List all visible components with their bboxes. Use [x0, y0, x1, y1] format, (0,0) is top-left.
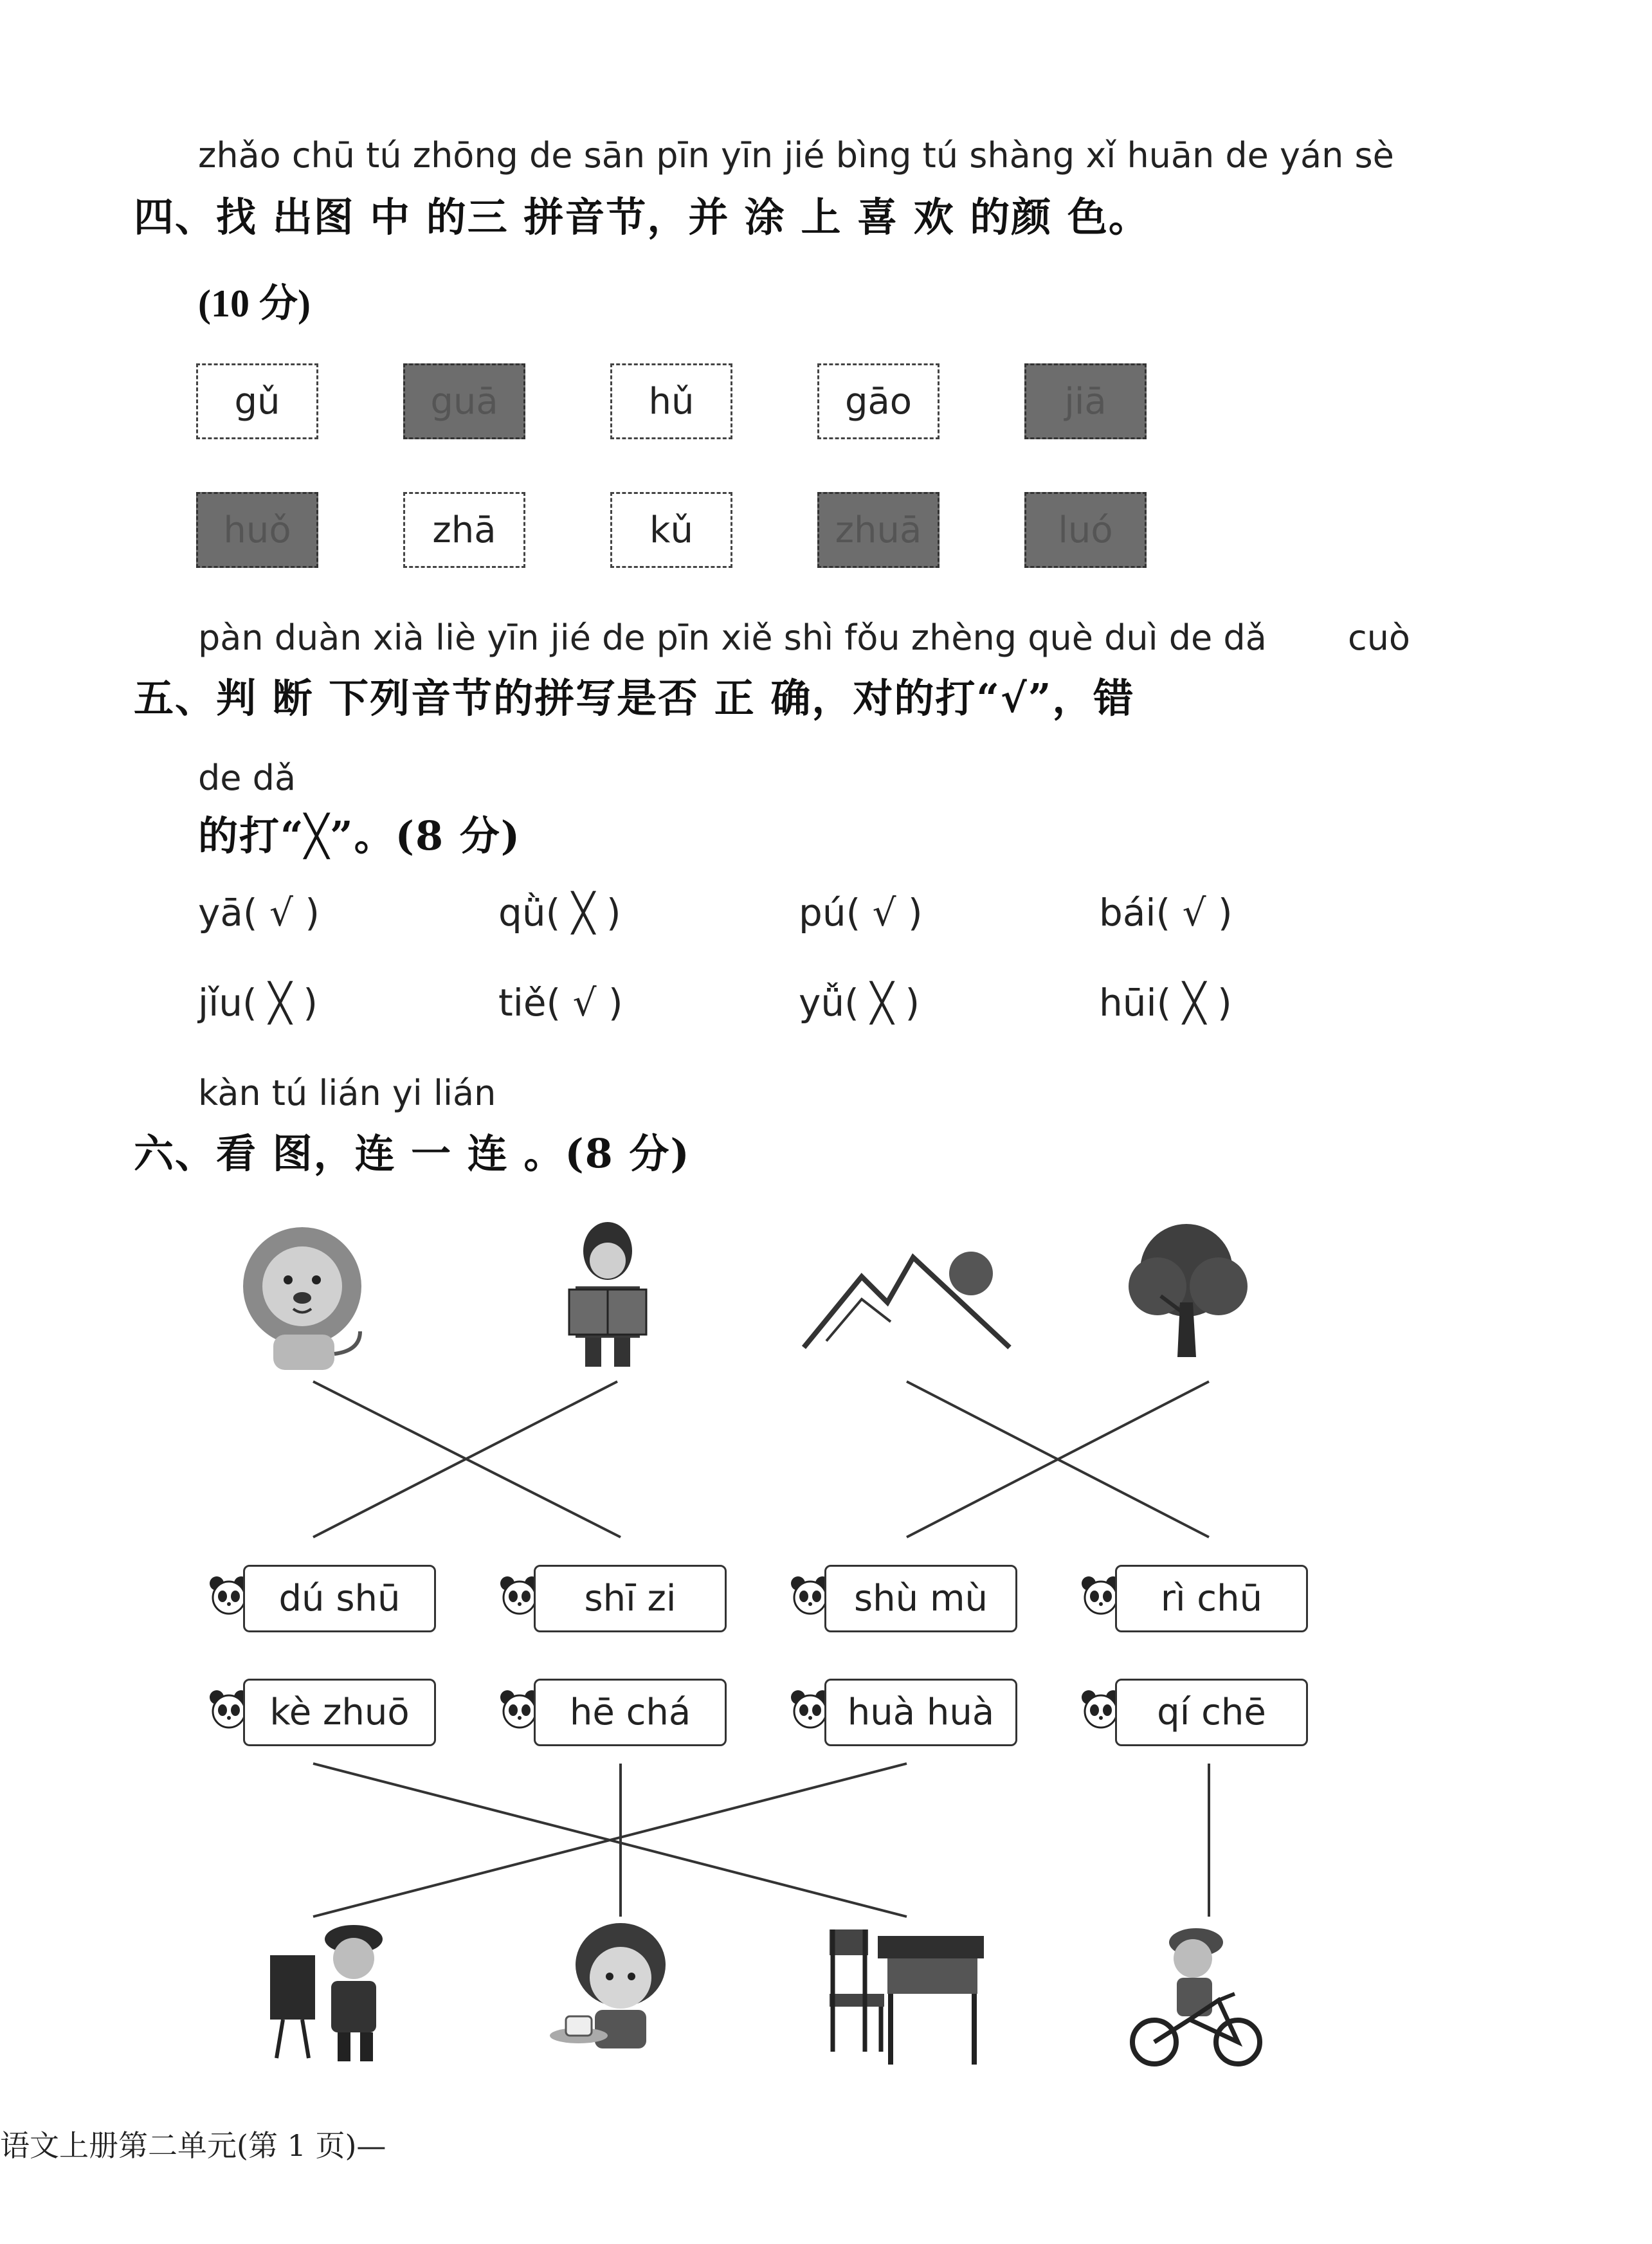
close-paren: ) — [291, 981, 318, 1025]
q5-pinyin-line1: pàn duàn xià liè yīn jié de pīn xiě shì fǒu zhèng què duì de dǎ — [198, 617, 1267, 658]
answer-mark[interactable]: ╳ — [572, 891, 595, 935]
q4-score: (10 分) — [198, 282, 311, 325]
answer-mark[interactable]: √ — [269, 891, 293, 935]
judge-syllable: tiě — [498, 981, 547, 1025]
syllable-box[interactable]: kǔ — [610, 492, 732, 568]
word-card[interactable]: rì chū — [1115, 1565, 1308, 1632]
close-paren: ) — [1206, 891, 1233, 935]
answer-mark[interactable]: √ — [1182, 891, 1206, 935]
word-card[interactable]: qí chē — [1115, 1679, 1308, 1746]
judge-syllable: yā — [198, 891, 243, 935]
answer-mark[interactable]: ╳ — [871, 981, 894, 1025]
judge-syllable: pú — [799, 891, 846, 935]
open-paren: ( — [545, 891, 572, 935]
close-paren: ) — [893, 981, 920, 1025]
open-paren: ( — [1156, 891, 1183, 935]
word-card[interactable]: dú shū — [243, 1565, 436, 1632]
desk-and-chair-picture — [823, 1923, 990, 2071]
syllable-box[interactable]: gǔ — [196, 363, 318, 439]
page-footer: 语文上册第二单元(第 1 页)— — [0, 2128, 386, 2163]
open-paren: ( — [1156, 981, 1183, 1025]
judge-syllable: jǐu — [198, 981, 242, 1025]
answer-mark[interactable]: √ — [572, 981, 597, 1025]
syllable-box[interactable]: luó — [1024, 492, 1147, 568]
q5-pinyin-line1-end: cuò — [1348, 617, 1410, 658]
painting-child-picture — [264, 1920, 399, 2068]
judge-syllable: qǜ — [498, 891, 546, 935]
word-card[interactable]: huà huà — [824, 1679, 1017, 1746]
close-paren: ) — [594, 891, 621, 935]
syllable-box[interactable]: zhuā — [817, 492, 939, 568]
word-card[interactable]: shī zi — [534, 1565, 727, 1632]
syllable-box[interactable]: guā — [403, 363, 525, 439]
q4-title: 四、找 出图 中 的三 拼音节，并 涂 上 喜 欢 的颜 色。 — [134, 194, 1150, 241]
q4-pinyin: zhǎo chū tú zhōng de sān pīn yīn jié bìng tú shàng xǐ huān de yán sè — [198, 135, 1394, 176]
word-card[interactable]: hē chá — [534, 1679, 727, 1746]
syllable-box[interactable]: gāo — [817, 363, 939, 439]
syllable-box[interactable]: zhā — [403, 492, 525, 568]
open-paren: ( — [844, 981, 871, 1025]
judge-syllable: bái — [1099, 891, 1156, 935]
close-paren: ) — [1205, 981, 1232, 1025]
syllable-box[interactable]: hǔ — [610, 363, 732, 439]
open-paren: ( — [546, 981, 573, 1025]
open-paren: ( — [846, 891, 873, 935]
cycling-boy-picture — [1122, 1923, 1270, 2071]
answer-mark[interactable]: ╳ — [269, 981, 291, 1025]
q6-title: 六、看 图，连 一 连 。(8 分) — [134, 1130, 691, 1177]
judge-syllable: yǚ — [799, 981, 845, 1025]
syllable-box[interactable]: jiā — [1024, 363, 1147, 439]
close-paren: ) — [596, 981, 623, 1025]
tea-drinking-girl-picture — [540, 1920, 688, 2061]
q5-title-line2: 的打“╳”。(8 分) — [198, 812, 522, 859]
q6-pinyin: kàn tú lián yi lián — [198, 1073, 496, 1113]
word-card[interactable]: kè zhuō — [243, 1679, 436, 1746]
open-paren: ( — [242, 891, 269, 935]
answer-mark[interactable]: √ — [872, 891, 896, 935]
judge-syllable: hūi — [1099, 981, 1157, 1025]
word-card[interactable]: shù mù — [824, 1565, 1017, 1632]
syllable-box[interactable]: huǒ — [196, 492, 318, 568]
open-paren: ( — [242, 981, 269, 1025]
q5-title-line1: 五、判 断 下列音节的拼写是否 正 确，对的打“√”，错 — [134, 675, 1135, 722]
close-paren: ) — [896, 891, 923, 935]
answer-mark[interactable]: ╳ — [1183, 981, 1206, 1025]
close-paren: ) — [293, 891, 320, 935]
q5-pinyin-line2: de dǎ — [198, 758, 296, 798]
